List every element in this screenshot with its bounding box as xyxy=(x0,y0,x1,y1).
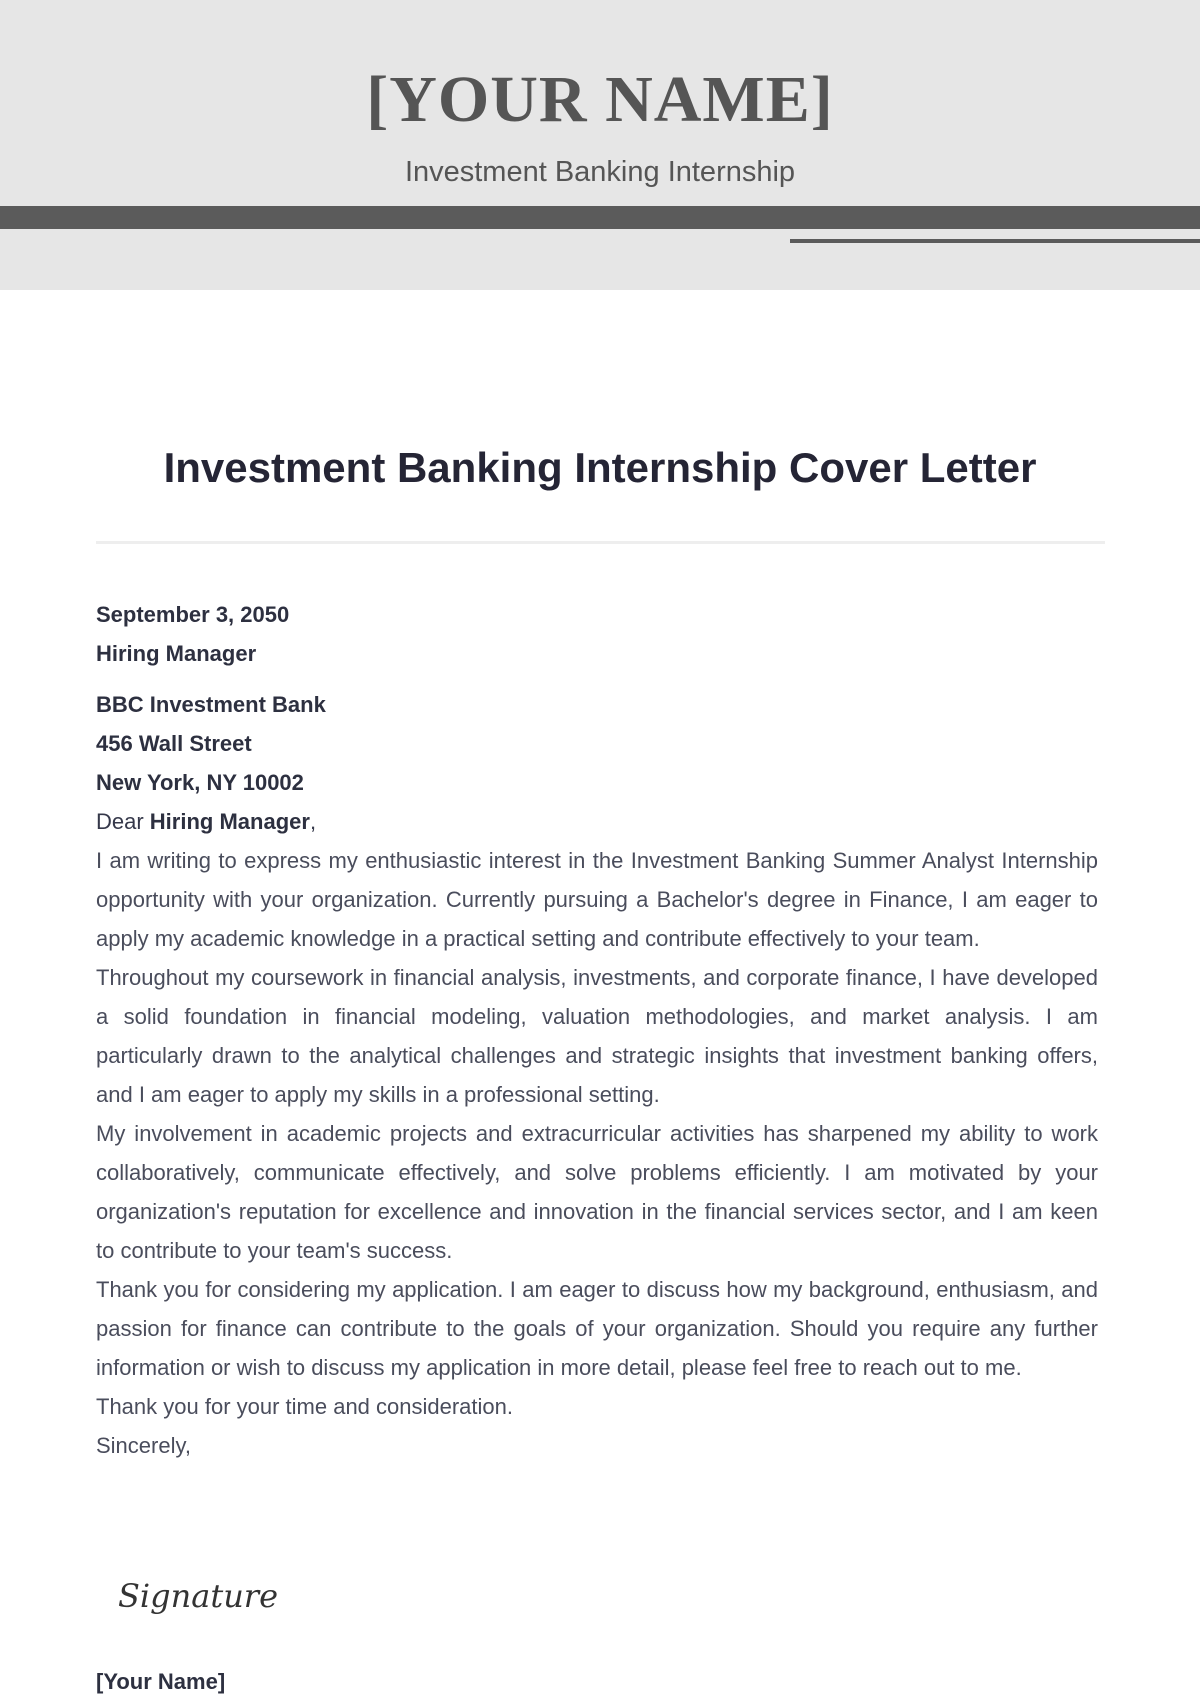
letter-body xyxy=(96,841,1098,1465)
recipient-text: Hiring Manager xyxy=(96,641,257,666)
closing: Sincerely, xyxy=(96,1433,191,1458)
salutation xyxy=(96,802,1098,841)
header-divider-thin xyxy=(790,239,1200,243)
title-divider xyxy=(96,541,1105,544)
salutation-suffix: , xyxy=(309,809,317,834)
street-text: 456 Wall Street xyxy=(96,731,252,756)
letter-company xyxy=(96,685,1098,724)
body-paragraph: My involvement in academic projects and extracurricular activities has sharpened my ability to work collaboratively, communicate effectively, and solve problems efficiently. I am motivated by your organization's reputation for excellence and innovation in the financial services sector, and I am keen to contribute to your team's success. xyxy=(96,1121,1098,1263)
letter-date xyxy=(96,595,1098,634)
header-banner xyxy=(0,0,1200,290)
letter-street xyxy=(96,724,1098,763)
letter-recipient xyxy=(96,634,1098,673)
city-text: New York, NY 10002 xyxy=(96,770,304,795)
position-subtitle: Investment Banking Internship xyxy=(404,156,796,188)
body-paragraph: Throughout my coursework in financial analysis, investments, and corporate finance, I have developed a solid foundation in financial modeling, valuation methodologies, and market analysis. I am particularly drawn to the analytical challenges and strategic insights that investment banking offers, and I am eager to apply my skills in a professional setting. xyxy=(96,965,1098,1107)
page-title: Investment Banking Internship Cover Letter xyxy=(163,444,1037,491)
closing-thanks: Thank you for your time and consideration. xyxy=(96,1394,514,1419)
salutation-prefix: Dear xyxy=(96,809,150,834)
signature: Signature xyxy=(118,1577,279,1615)
signer-name: [Your Name] xyxy=(96,1669,226,1694)
date-text: September 3, 2050 xyxy=(96,602,290,627)
body-paragraph: Thank you for considering my application. I am eager to discuss how my background, enthusiasm, and passion for finance can contribute to the goals of your organization. Should you require any further information or wish to discuss my application in more detail, please feel free to reach out to me. xyxy=(96,1277,1098,1380)
applicant-name: [YOUR NAME] xyxy=(366,63,834,136)
header-divider-thick xyxy=(0,206,1200,229)
letter-city xyxy=(96,763,1098,802)
salutation-name: Hiring Manager xyxy=(149,809,310,834)
body-paragraph: I am writing to express my enthusiastic interest in the Investment Banking Summer Analyst Internship opportunity with your organization. Currently pursuing a Bachelor's degree in Finance, I am eager to apply my academic knowledge in a practical setting and contribute effectively to your team. xyxy=(96,848,1098,951)
company-text: BBC Investment Bank xyxy=(96,692,326,717)
